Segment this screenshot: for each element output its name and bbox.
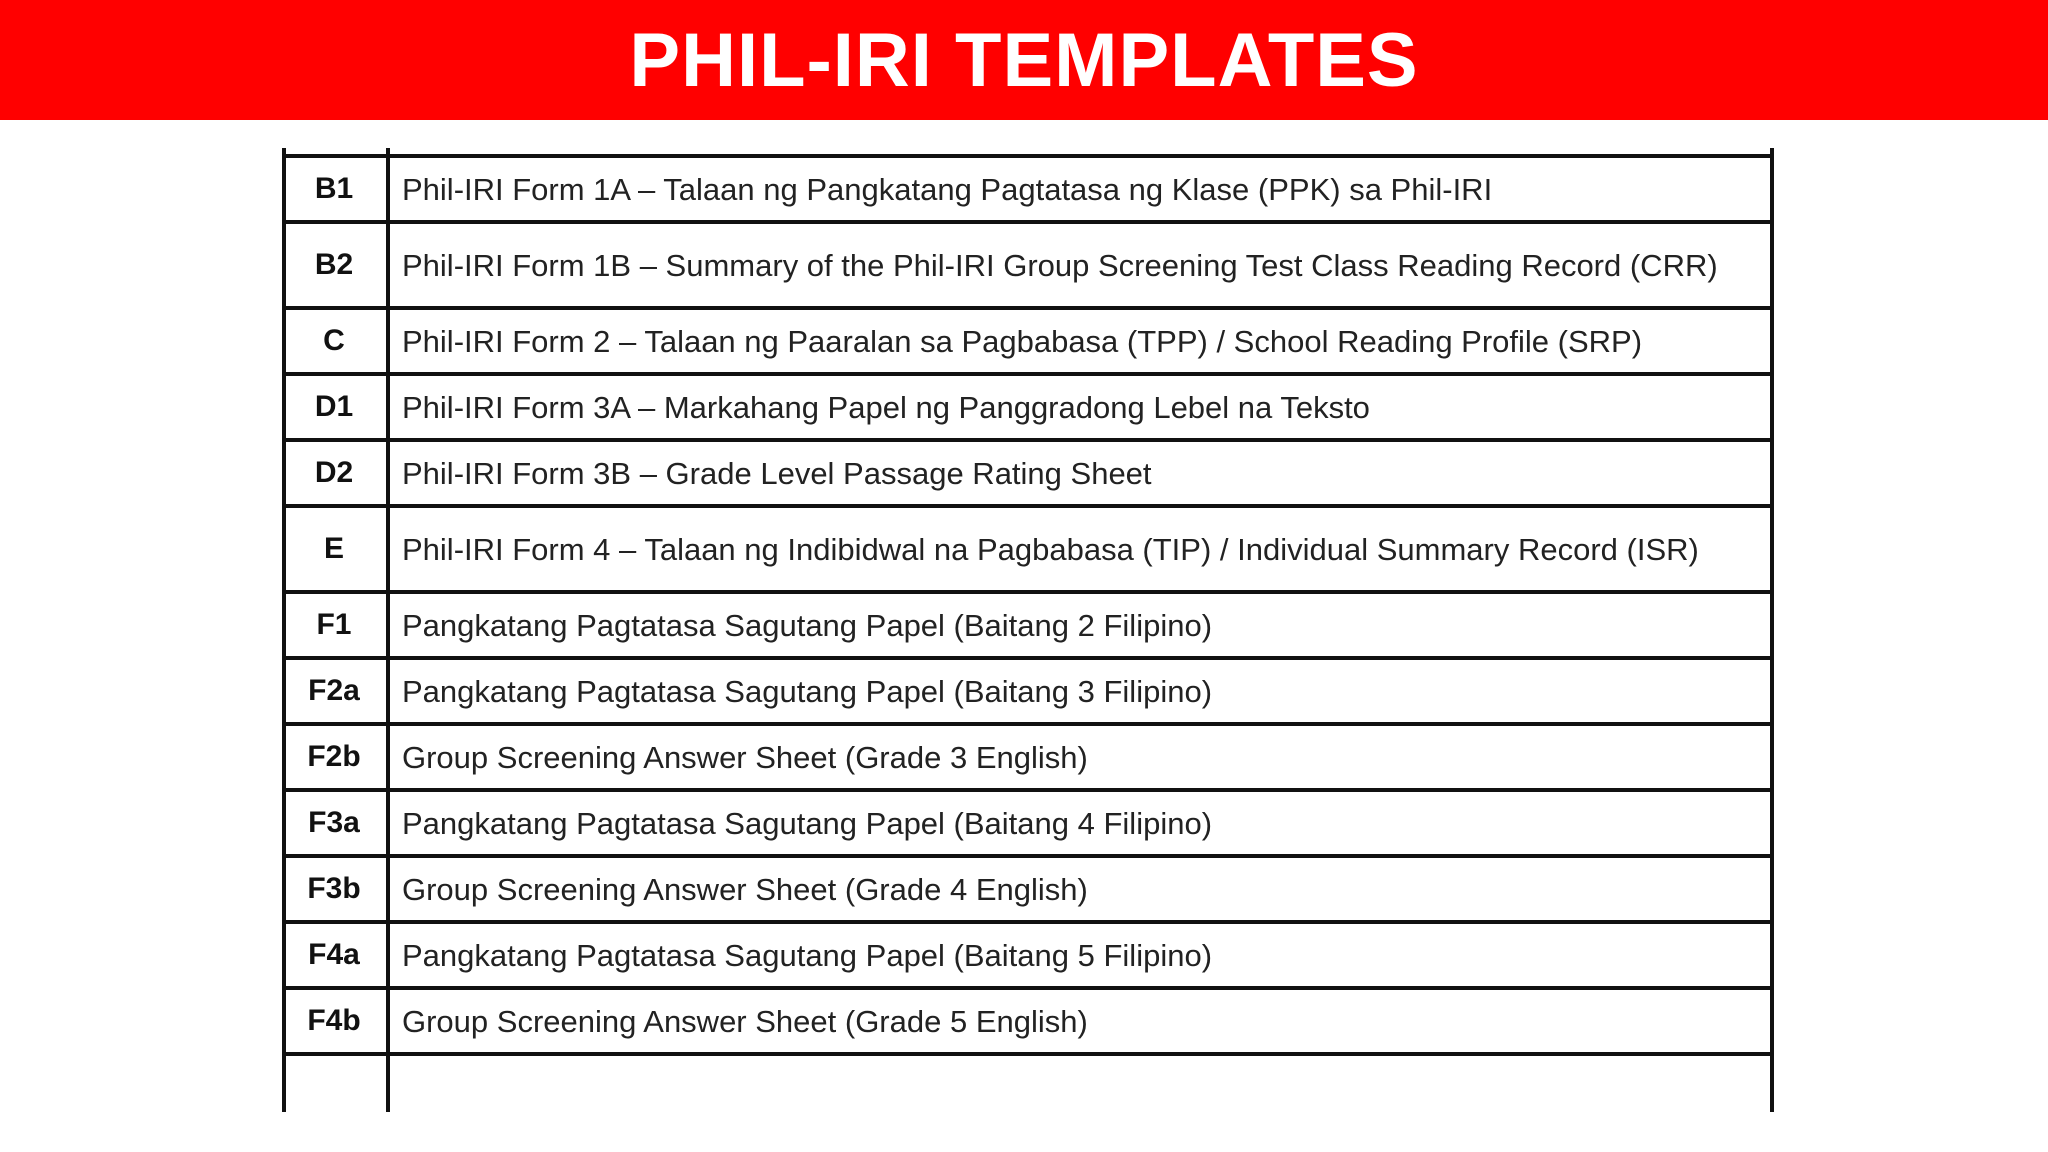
template-description: Phil-IRI Form 1B – Summary of the Phil-IRI Group Screening Test Class Reading Record (CRR) — [386, 222, 1774, 308]
template-description: Group Screening Answer Sheet (Grade 4 English) — [386, 856, 1774, 922]
table-row — [282, 592, 1774, 658]
template-description: Pangkatang Pagtatasa Sagutang Papel (Baitang 3 Filipino) — [386, 658, 1774, 724]
table-row — [282, 440, 1774, 506]
table-row — [282, 156, 1774, 222]
table-row — [282, 374, 1774, 440]
table-row — [282, 506, 1774, 592]
table-row — [282, 922, 1774, 988]
table-row — [282, 222, 1774, 308]
template-description: Phil-IRI Form 1A – Talaan ng Pangkatang Pagtatasa ng Klase (PPK) sa Phil-IRI — [386, 156, 1774, 222]
template-code: F3a — [282, 790, 386, 856]
template-description: Phil-IRI Form 4 – Talaan ng Indibidwal na Pagbabasa (TIP) / Individual Summary Record (ISR) — [386, 506, 1774, 592]
template-description: Pangkatang Pagtatasa Sagutang Papel (Baitang 2 Filipino) — [386, 592, 1774, 658]
template-description: Group Screening Answer Sheet (Grade 5 English) — [386, 988, 1774, 1054]
template-code: F3b — [282, 856, 386, 922]
template-description: Phil-IRI Form 2 – Talaan ng Paaralan sa Pagbabasa (TPP) / School Reading Profile (SRP) — [386, 308, 1774, 374]
template-code: C — [282, 308, 386, 374]
template-code: F4a — [282, 922, 386, 988]
template-description: Phil-IRI Form 3A – Markahang Papel ng Panggradong Lebel na Teksto — [386, 374, 1774, 440]
templates-table — [282, 148, 1774, 1112]
template-code: F1 — [282, 592, 386, 658]
template-code: D1 — [282, 374, 386, 440]
template-code: F4b — [282, 988, 386, 1054]
template-description: Pangkatang Pagtatasa Sagutang Papel (Baitang 5 Filipino) — [386, 922, 1774, 988]
table-row — [282, 308, 1774, 374]
template-code: E — [282, 506, 386, 592]
table-row — [282, 856, 1774, 922]
template-code: F2b — [282, 724, 386, 790]
template-code: B2 — [282, 222, 386, 308]
templates-list — [282, 154, 1774, 1056]
template-description: Pangkatang Pagtatasa Sagutang Papel (Baitang 4 Filipino) — [386, 790, 1774, 856]
table-row — [282, 658, 1774, 724]
template-description: Group Screening Answer Sheet (Grade 3 English) — [386, 724, 1774, 790]
template-code: D2 — [282, 440, 386, 506]
table-row — [282, 724, 1774, 790]
table-row — [282, 988, 1774, 1054]
page-title: PHIL-IRI TEMPLATES — [629, 18, 1419, 103]
template-code: F2a — [282, 658, 386, 724]
template-description: Phil-IRI Form 3B – Grade Level Passage Rating Sheet — [386, 440, 1774, 506]
table-row — [282, 790, 1774, 856]
title-banner — [0, 0, 2048, 120]
template-code: B1 — [282, 156, 386, 222]
